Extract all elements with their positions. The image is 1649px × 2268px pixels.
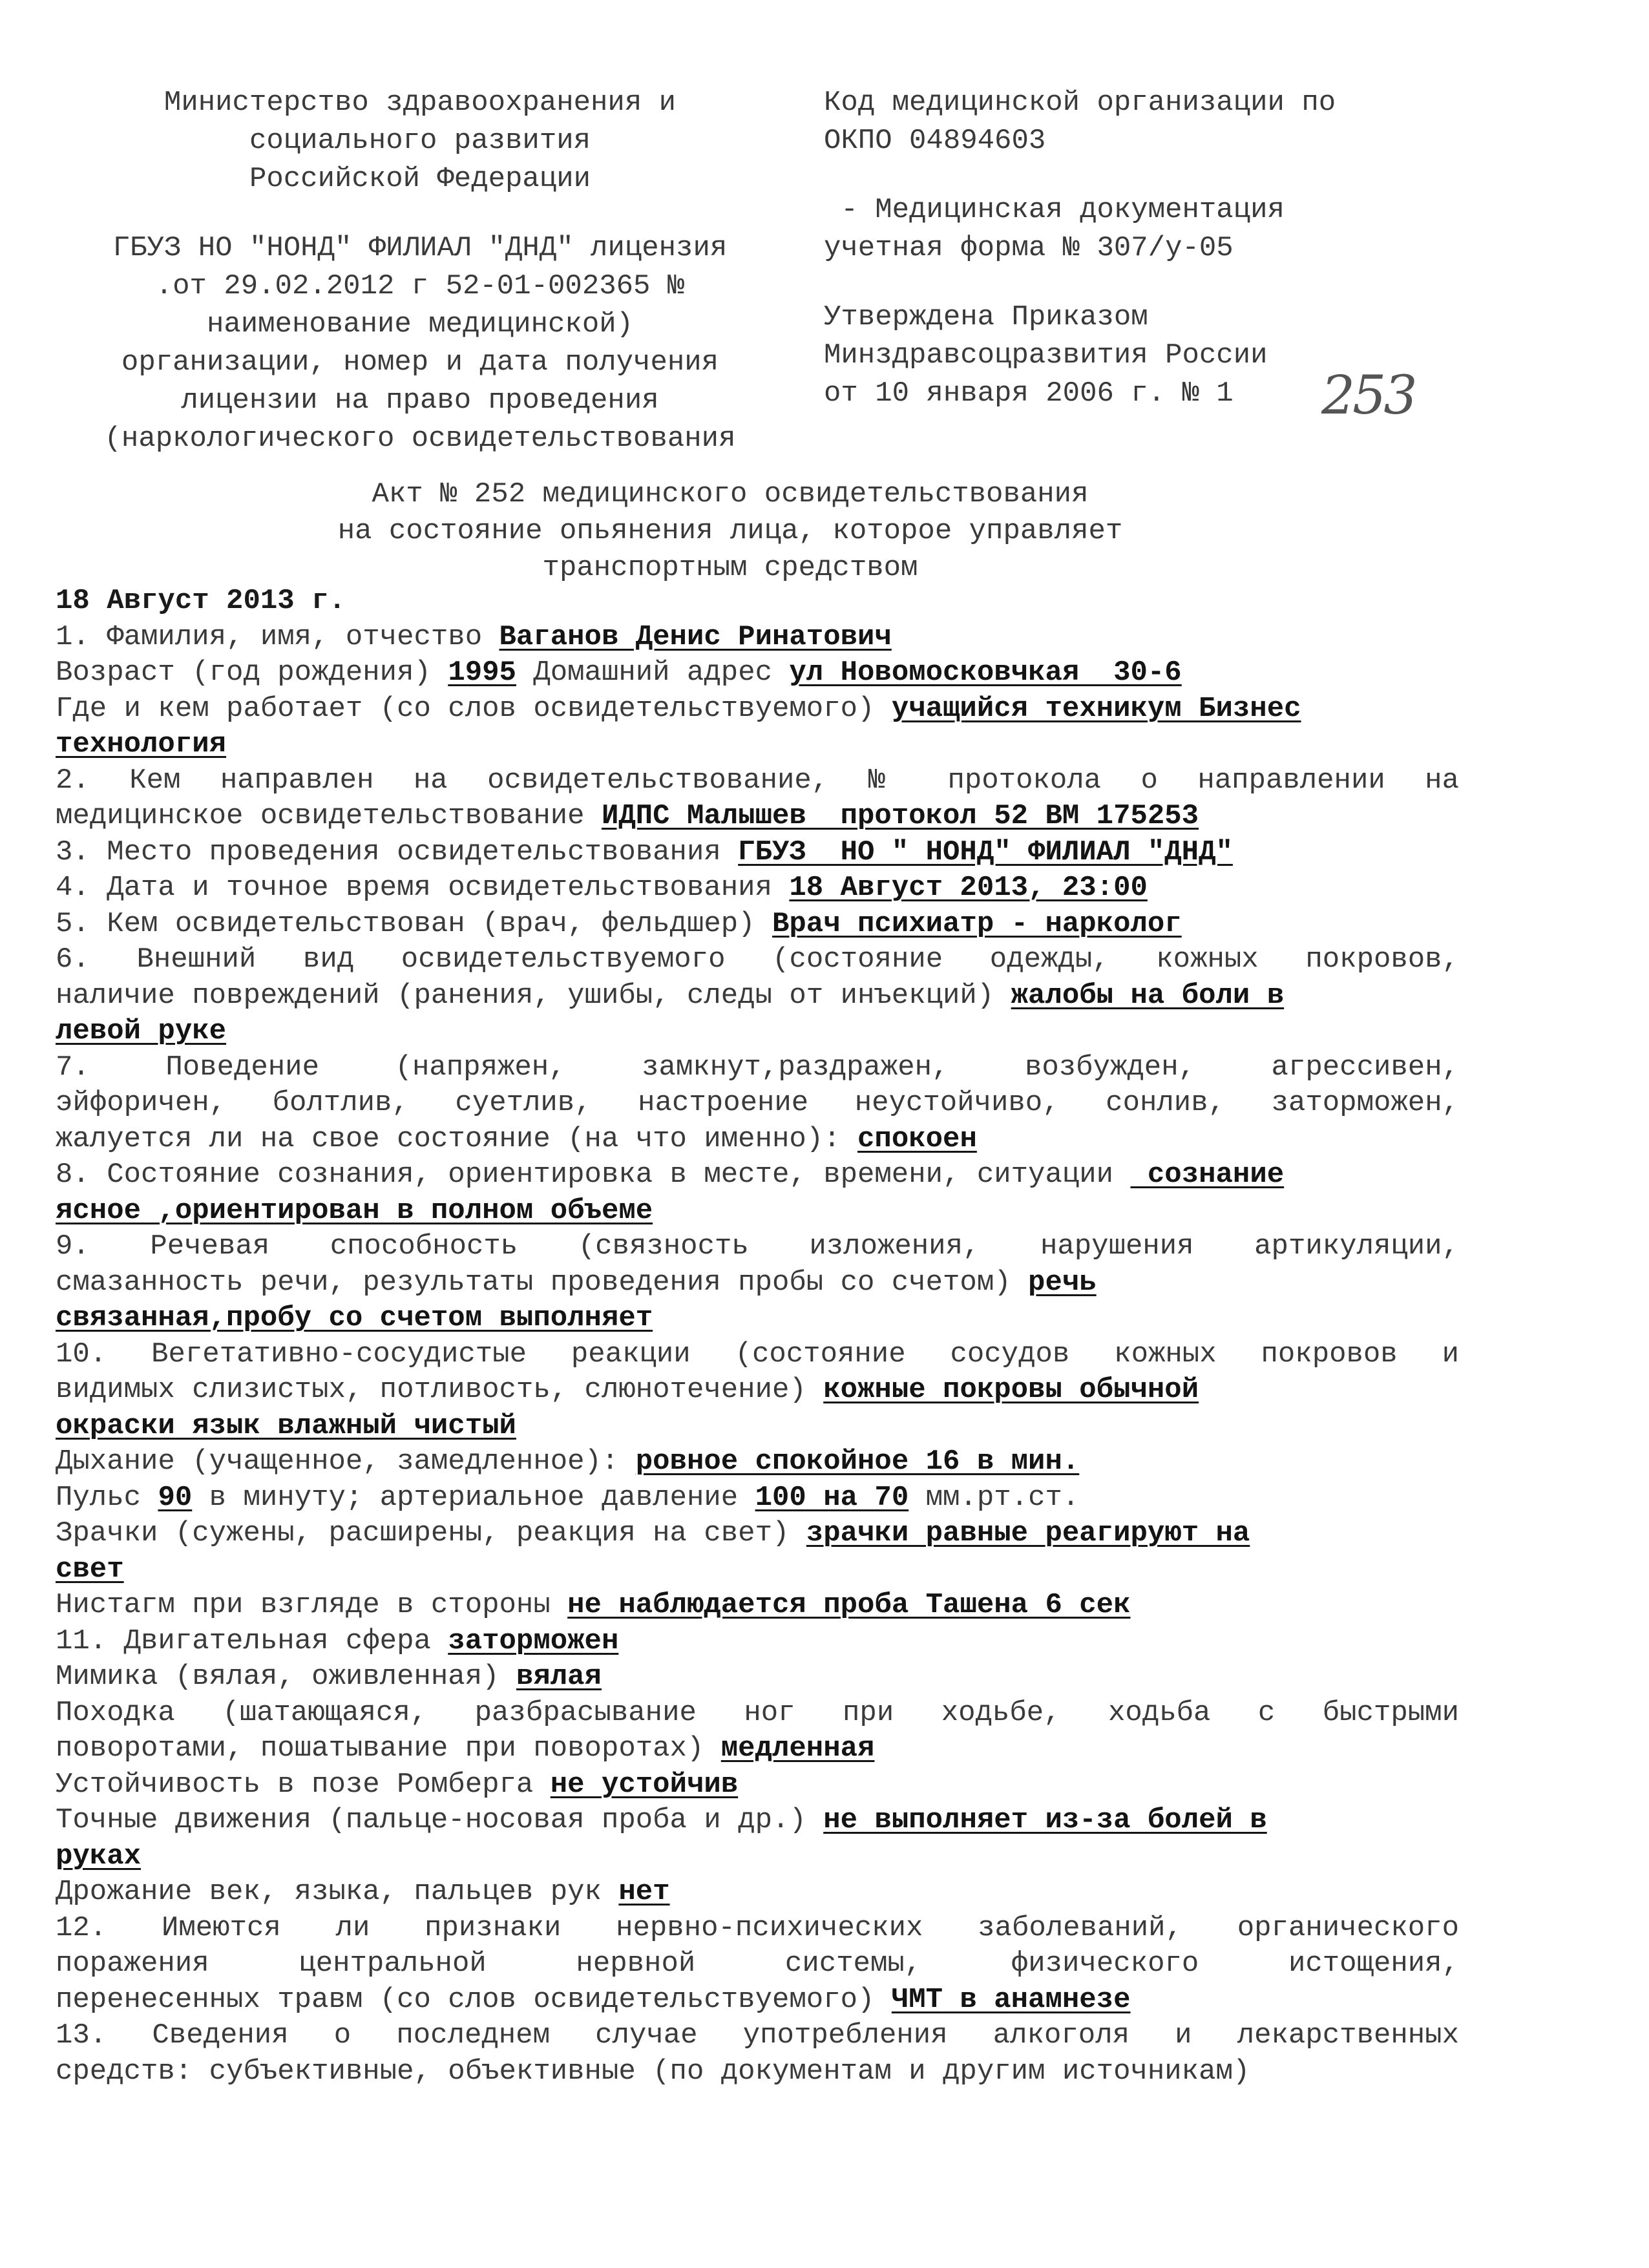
item-6-line-3: [56, 1014, 1459, 1050]
act-date: 18 Август 2013 г.: [56, 585, 346, 617]
breathing-value: ровное спокойное 16 в мин.: [635, 1445, 1080, 1478]
item-8-line-2: [56, 1193, 1459, 1230]
motor-value: заторможен: [448, 1624, 619, 1657]
field-label: Домашний адрес: [516, 656, 790, 689]
field-label: поворотами, пошатывание при поворотах): [56, 1732, 721, 1765]
item-13-line-2: средств: субъективные, объективные (по документам и другим источникам): [56, 2055, 1250, 2088]
precise-movements-value: не выполняет из-за болей в: [823, 1804, 1267, 1836]
consciousness-value: сознание: [1130, 1159, 1285, 1191]
gait-line-1: Походка (шатающаяся, разбрасывание ног при ходьбе, ходьба с быстрыми: [56, 1696, 1459, 1729]
field-label: Пульс: [56, 1481, 158, 1514]
field-label: Где и кем работает (со слов освидетельствуемого): [56, 692, 892, 725]
form-header: [824, 84, 1599, 413]
speech-value-cont: связанная,пробу со счетом выполняет: [56, 1302, 653, 1334]
item-12-line-2: поражения центральной нервной системы, физического истощения,: [56, 1948, 1459, 1980]
organization-line-2: .от 29.02.2012 г 52-01-002365 №: [155, 270, 685, 302]
ministry-line-1: Министерство здравоохранения и: [163, 87, 677, 119]
pupils-value: зрачки равные реагируют на: [806, 1517, 1250, 1549]
field-label: Дрожание век, языка, пальцев рук: [56, 1876, 619, 1908]
ministry-line-3: Российской Федерации: [249, 163, 591, 195]
title-line-2: на состояние опьянения лица, которое управляет: [337, 515, 1123, 547]
field-label: в минуту; артериальное давление: [192, 1481, 755, 1514]
field-label: 8. Состояние сознания, ориентировка в месте, времени, ситуации: [56, 1159, 1131, 1191]
workplace-value-cont: технология: [56, 728, 227, 761]
precise-movements-row: [56, 1803, 1459, 1839]
appearance-value-cont: левой руке: [56, 1015, 227, 1047]
behavior-value: спокоен: [857, 1122, 977, 1155]
mimic-value: вялая: [516, 1661, 602, 1693]
form-type-line-1: - Медицинская документация: [824, 194, 1285, 226]
pupils-row-cont: [56, 1552, 1459, 1588]
item-7-line-3: [56, 1122, 1459, 1158]
item-10-line-2: [56, 1372, 1459, 1409]
order-line-2: Минздравсоцразвития России: [824, 339, 1268, 372]
handwritten-number: 253: [1321, 365, 1415, 426]
item-12-line-1: 12. Имеются ли признаки нервно-психических заболеваний, органического: [56, 1911, 1459, 1944]
item-8-line-1: [56, 1157, 1459, 1193]
nystagmus-value: не наблюдается проба Ташена 6 сек: [567, 1589, 1131, 1621]
item-4-datetime: [56, 870, 1459, 907]
examiner-value: Врач психиатр - нарколог: [772, 907, 1182, 940]
field-label: мм.рт.ст.: [909, 1481, 1080, 1514]
item-1-full-name: [56, 620, 1459, 656]
field-label: наличие повреждений (ранения, ушибы, следы от инъекций): [56, 979, 1011, 1012]
item-7-line-1: 7. Поведение (напряжен, замкнут,раздражен, возбужден, агрессивен,: [56, 1051, 1459, 1084]
order-line-1: Утверждена Приказом: [824, 301, 1148, 333]
pulse-row: [56, 1480, 1459, 1517]
speech-value: речь: [1028, 1266, 1097, 1299]
pulse-value: 90: [158, 1481, 193, 1514]
item-9-line-3: [56, 1301, 1459, 1337]
item-10-line-1: 10. Вегетативно-сосудистые реакции (состояние сосудов кожных покровов и: [56, 1338, 1459, 1370]
precise-movements-value-cont: руках: [56, 1840, 142, 1873]
okpo-line-1: Код медицинской организации по: [824, 87, 1336, 119]
romberg-row: [56, 1767, 1459, 1803]
pupils-row: [56, 1516, 1459, 1552]
datetime-value: 18 Август 2013, 23:00: [789, 872, 1148, 904]
item-5-examiner: [56, 907, 1459, 943]
full-name-value: Ваганов Денис Ринатович: [499, 620, 892, 653]
organization-line-1: ГБУЗ НО "НОНД" ФИЛИАЛ "ДНД" лицензия: [112, 232, 728, 264]
item-12-line-3: [56, 1982, 1459, 2019]
field-label: медицинское освидетельствование: [56, 800, 602, 832]
field-label: Мимика (вялая, оживленная): [56, 1661, 516, 1693]
mimic-row: [56, 1659, 1459, 1696]
organization-line-6: (наркологического освидетельствования: [104, 423, 736, 455]
title-line-1: Акт № 252 медицинского освидетельствования: [372, 478, 1089, 510]
order-line-3: от 10 января 2006 г. № 1: [824, 377, 1234, 410]
home-address-value: ул Новомосковчкая 30-6: [789, 656, 1182, 689]
precise-movements-row-cont: [56, 1839, 1459, 1875]
field-label: 1. Фамилия, имя, отчество: [56, 620, 499, 653]
workplace-row-cont: [56, 727, 1459, 763]
item-9-line-2: [56, 1265, 1459, 1301]
ministry-line-2: социального развития: [249, 125, 591, 157]
tremor-value: нет: [618, 1876, 670, 1908]
appearance-value: жалобы на боли в: [1011, 979, 1285, 1012]
document-body: [56, 583, 1459, 2090]
vegetative-value: кожные покровы обычной: [823, 1374, 1199, 1406]
field-label: 11. Двигательная сфера: [56, 1624, 448, 1657]
field-label: смазанность речи, результаты проведения пробы со счетом): [56, 1266, 1029, 1299]
place-value: ГБУЗ НО " НОНД" ФИЛИАЛ "ДНД": [738, 835, 1233, 868]
blood-pressure-value: 100 на 70: [755, 1481, 909, 1514]
item-3-place: [56, 835, 1459, 871]
field-label: 5. Кем освидетельствован (врач, фельдшер): [56, 907, 772, 940]
form-type-line-2: учетная форма № 307/у-05: [824, 232, 1234, 264]
field-label: жалуется ли на свое состояние (на что именно):: [56, 1122, 858, 1155]
workplace-value: учащийся техникум Бизнес: [891, 692, 1301, 725]
item-7-line-2: эйфоричен, болтлив, суетлив, настроение неустойчиво, сонлив, заторможен,: [56, 1087, 1459, 1119]
workplace-row: [56, 691, 1459, 728]
age-address-row: [56, 655, 1459, 691]
consciousness-value-cont: ясное ,ориентирован в полном объеме: [56, 1194, 653, 1227]
field-label: Дыхание (учащенное, замедленное):: [56, 1445, 636, 1478]
item-10-line-3: [56, 1409, 1459, 1445]
item-13-line-1: 13. Сведения о последнем случае употребления алкоголя и лекарственных: [56, 2019, 1459, 2052]
field-label: Точные движения (пальце-носовая проба и др.): [56, 1804, 824, 1836]
field-label: 4. Дата и точное время освидетельствования: [56, 872, 790, 904]
item-2-line-2: [56, 799, 1459, 835]
organization-line-4: организации, номер и дата получения: [121, 346, 719, 379]
field-label: видимых слизистых, потливость, слюнотечение): [56, 1374, 824, 1406]
title-line-3: транспортным средством: [542, 552, 918, 584]
field-label: Возраст (год рождения): [56, 656, 448, 689]
okpo-line-2: ОКПО 04894603: [824, 125, 1046, 157]
vegetative-value-cont: окраски язык влажный чистый: [56, 1409, 516, 1442]
nystagmus-row: [56, 1588, 1459, 1624]
referral-value: ИДПС Малышев протокол 52 ВМ 175253: [601, 800, 1199, 832]
gait-line-2: [56, 1731, 1459, 1767]
organization-line-5: лицензии на право проведения: [181, 384, 659, 417]
item-6-line-1: 6. Внешний вид освидетельствуемого (состояние одежды, кожных покровов,: [56, 943, 1459, 976]
birth-year-value: 1995: [448, 656, 516, 689]
document-title: [194, 476, 1266, 587]
item-6-line-2: [56, 978, 1459, 1014]
organization-header: [52, 84, 788, 458]
breathing-row: [56, 1444, 1459, 1480]
romberg-value: не устойчив: [550, 1768, 739, 1801]
organization-line-3: наименование медицинской): [206, 308, 634, 341]
field-label: Устойчивость в позе Ромберга: [56, 1768, 551, 1801]
field-label: перенесенных травм (со слов освидетельствуемого): [56, 1983, 892, 2016]
field-label: Нистагм при взгляде в стороны: [56, 1589, 568, 1621]
neuro-history-value: ЧМТ в анамнезе: [891, 1983, 1131, 2016]
item-9-line-1: 9. Речевая способность (связность изложения, нарушения артикуляции,: [56, 1230, 1459, 1263]
field-label: Зрачки (сужены, расширены, реакция на свет): [56, 1517, 806, 1549]
field-label: 3. Место проведения освидетельствования: [56, 835, 739, 868]
tremor-row: [56, 1874, 1459, 1911]
item-11-motor: [56, 1624, 1459, 1660]
item-2-line-1: 2. Кем направлен на освидетельствование, № протокола о направлении на: [56, 764, 1459, 797]
pupils-value-cont: свет: [56, 1553, 124, 1586]
gait-value: медленная: [720, 1732, 875, 1765]
